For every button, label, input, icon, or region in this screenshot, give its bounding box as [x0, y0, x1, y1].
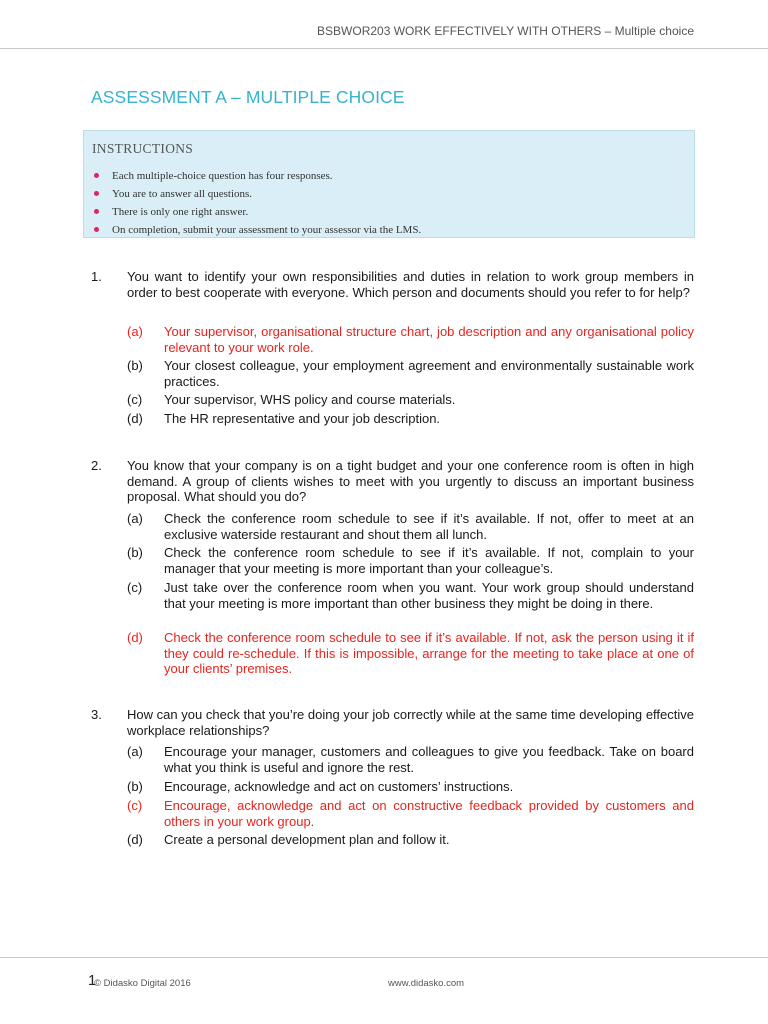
website-link[interactable]: www.didasko.com [388, 978, 465, 989]
instructions-box [83, 130, 695, 238]
instructions-list [92, 167, 421, 239]
copyright-text: © Didasko Digital 2016 [94, 978, 191, 989]
instructions-heading: INSTRUCTIONS [92, 141, 194, 156]
instruction-item: On completion, submit your assessment to your assessor via the LMS. [92, 221, 421, 239]
bullet-icon [94, 209, 99, 214]
question-text: How can you check that you’re doing your job correctly while at the same time developing effective workplace relationships? [127, 707, 694, 738]
page-number: 1 [88, 972, 97, 989]
question-text: You want to identify your own responsibilities and duties in relation to work group members in order to best cooperate with everyone. Which person and documents should you refer to for help? [127, 269, 694, 300]
question-text: You know that your company is on a tight budget and your one conference room is often in high demand. A group of clients wishes to meet with you urgently to discuss an important business proposal. What should you do? [127, 458, 694, 505]
page-title: ASSESSMENT A – MULTIPLE CHOICE [91, 87, 405, 107]
instruction-item: There is only one right answer. [92, 203, 421, 221]
instruction-item: You are to answer all questions. [92, 185, 421, 203]
running-header: BSBWOR203 WORK EFFECTIVELY WITH OTHERS – Multiple choice [317, 24, 694, 38]
bullet-icon [94, 191, 99, 196]
document-page: BSBWOR203 WORK EFFECTIVELY WITH OTHERS – Multiple choice ASSESSMENT A – MULTIPLE CHOICE INSTRUCTIONS Each multiple-choice question has four responses. You are to answer all questions. There is only one right answer. On completion, submit your assessment to your assessor via the LMS. 1. You want to identify your own responsibilities and duties in relation to work group members in order to best cooperate with everyone. Which person and documents should you refer to for help? (a) Your supervisor, organisational structure chart, job description and any organisational policy relevant to your work role. (b) Your closest colleague, your employment agreement and environmentally sustainable work practices. (c) Your supervisor, WHS policy and course materials. (d) The HR representative and your job description. 2. You know that your company is on a tight budget and your one conference room is often in high demand. A group of clients wishes to meet with you urgently to discuss an important business proposal. What should you do? (a) Check the conference room schedule to see if it’s available. If not, offer to meet at an exclusive waterside restaurant and shout them all lunch. (b) Check the conference room schedule to see if it’s available. If not, complain to your manager that your meeting is more important than your colleague’s. (c) Just take over the conference room when you want. Your work group should understand that your meeting is more important than other business they might be doing in there. (d) Check the conference room schedule to see if it’s available. If not, ask the person using it if they could re-schedule. If this is impossible, arrange for the meeting to take place at one of your clients’ premises. 3. How can you check that you’re doing your job correctly while at the same time developing effective workplace relationships? (a) Encourage your manager, customers and colleagues to give you feedback. Take on board what you think is useful and ignore the rest. (b) Encourage, acknowledge and act on customers’ instructions. (c) Encourage, acknowledge and act on constructive feedback provided by customers and others in your work group. (d) Create a personal development plan and follow it. 1 © Didasko Digital 2016 www.didasko.com [0, 0, 768, 1024]
question-number: 2. [91, 458, 102, 473]
bullet-icon [94, 173, 99, 178]
instruction-item: Each multiple-choice question has four responses. [92, 167, 421, 185]
question-number: 3. [91, 707, 102, 722]
footer-divider [0, 957, 768, 958]
bullet-icon [94, 227, 99, 232]
header-divider [0, 48, 768, 49]
question-number: 1. [91, 269, 102, 284]
